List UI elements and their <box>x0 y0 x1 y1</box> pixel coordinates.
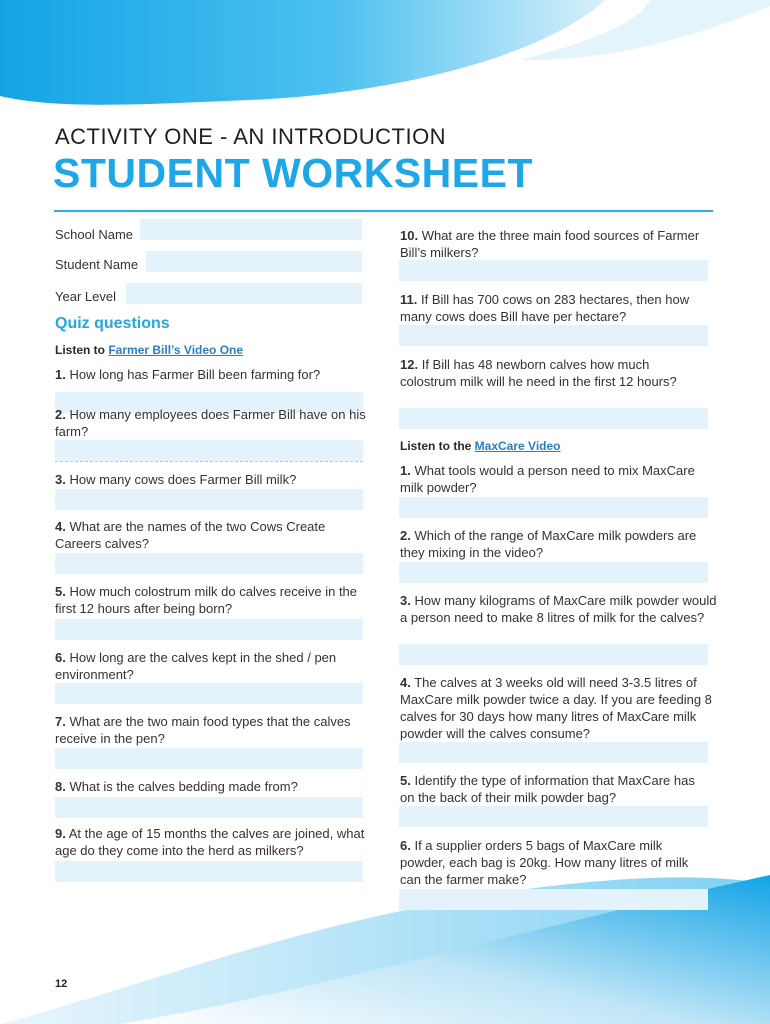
answer-box-left-5[interactable] <box>55 619 363 640</box>
answer-box-left-6[interactable] <box>55 683 363 704</box>
video-two-prefix: Listen to the <box>400 439 475 453</box>
answer-box-maxcare-1[interactable] <box>399 497 708 518</box>
question-number: 8. <box>55 779 66 794</box>
question-left-8 <box>55 778 365 795</box>
question-left-5 <box>55 583 365 617</box>
question-number: 12. <box>400 357 419 372</box>
answer-box-left-2[interactable] <box>55 440 363 461</box>
question-number: 4. <box>55 519 66 534</box>
question-left-1 <box>55 366 365 383</box>
activity-subtitle: ACTIVITY ONE - AN INTRODUCTION <box>55 124 447 149</box>
video-one-prefix: Listen to <box>55 343 109 357</box>
question-text: What tools would a person need to mix MaxCare milk powder? <box>400 463 695 495</box>
answer-underline <box>55 461 363 462</box>
question-number: 5. <box>400 773 411 788</box>
question-text: Identify the type of information that MaxCare has on the back of their milk powder bag? <box>400 773 695 805</box>
question-number: 9. <box>55 826 66 841</box>
answer-box-left-3[interactable] <box>55 489 363 510</box>
question-number: 4. <box>400 675 411 690</box>
question-number: 5. <box>55 584 66 599</box>
answer-box-maxcare-5[interactable] <box>399 806 708 827</box>
question-number: 1. <box>400 463 411 478</box>
question-number: 6. <box>55 650 66 665</box>
answer-box-right-12[interactable] <box>399 408 708 429</box>
question-text: How much colostrum milk do calves receive in the first 12 hours after being born? <box>55 584 358 616</box>
question-left-6 <box>55 649 365 683</box>
answer-box-maxcare-3[interactable] <box>399 644 708 665</box>
farmer-bill-video-link[interactable]: Farmer Bill’s Video One <box>108 343 244 357</box>
answer-box-left-4[interactable] <box>55 553 363 574</box>
answer-box-right-10[interactable] <box>399 260 708 281</box>
question-number: 2. <box>55 407 66 422</box>
answer-box-maxcare-6[interactable] <box>399 889 708 910</box>
quiz-questions-heading: Quiz questions <box>55 315 170 332</box>
question-text: If Bill has 700 cows on 283 hectares, then how many cows does Bill have per hectare? <box>400 292 690 324</box>
school-name-field[interactable] <box>140 219 362 240</box>
answer-box-maxcare-4[interactable] <box>399 742 708 763</box>
question-text: What are the three main food sources of Farmer Bill’s milkers? <box>400 228 700 260</box>
question-left-9 <box>55 825 373 859</box>
title-divider <box>54 210 713 212</box>
year-level-label: Year Level <box>55 289 116 304</box>
question-text: What are the names of the two Cows Create Careers calves? <box>55 519 326 551</box>
question-text: What are the two main food types that the calves receive in the pen? <box>55 714 351 746</box>
answer-box-left-7[interactable] <box>55 748 363 769</box>
question-number: 3. <box>400 593 411 608</box>
question-maxcare-5 <box>400 772 710 806</box>
question-text: What is the calves bedding made from? <box>69 779 298 794</box>
question-text: Which of the range of MaxCare milk powders are they mixing in the video? <box>400 528 697 560</box>
question-number: 6. <box>400 838 411 853</box>
video-one-instruction <box>55 343 243 357</box>
question-left-2 <box>55 406 367 440</box>
year-level-field[interactable] <box>126 283 362 304</box>
question-text: How many cows does Farmer Bill milk? <box>69 472 297 487</box>
maxcare-video-link[interactable]: MaxCare Video <box>474 439 561 453</box>
question-maxcare-3 <box>400 592 718 626</box>
question-text: How many employees does Farmer Bill have on his farm? <box>55 407 366 439</box>
question-text: How long are the calves kept in the shed / pen environment? <box>55 650 337 682</box>
question-text: The calves at 3 weeks old will need 3-3.5 litres of MaxCare milk powder twice a day. If you are feeding 8 calves for 30 days how many litres of MaxCare milk powder will the calves consume? <box>400 675 712 741</box>
answer-box-maxcare-2[interactable] <box>399 562 708 583</box>
question-left-4 <box>55 518 365 552</box>
school-name-label: School Name <box>55 227 134 242</box>
answer-box-left-8[interactable] <box>55 797 363 818</box>
question-left-7 <box>55 713 355 747</box>
question-maxcare-4 <box>400 674 718 742</box>
answer-box-left-9[interactable] <box>55 861 363 882</box>
student-name-field[interactable] <box>146 251 362 272</box>
question-text: At the age of 15 months the calves are joined, what age do they come into the herd as milkers? <box>55 826 365 858</box>
question-number: 10. <box>400 228 419 243</box>
question-number: 3. <box>55 472 66 487</box>
video-two-instruction <box>400 439 561 453</box>
worksheet-title: STUDENT WORKSHEET <box>53 150 533 196</box>
question-maxcare-6 <box>400 837 710 888</box>
answer-box-right-11[interactable] <box>399 325 708 346</box>
question-maxcare-2 <box>400 527 700 561</box>
question-text: How long has Farmer Bill been farming for? <box>69 367 321 382</box>
question-right-11 <box>400 291 712 325</box>
question-text: If a supplier orders 5 bags of MaxCare milk powder, each bag is 20kg. How many litres of milk can the farmer make? <box>400 838 689 887</box>
question-left-3 <box>55 471 365 488</box>
question-number: 1. <box>55 367 66 382</box>
question-number: 11. <box>400 292 418 307</box>
question-right-10 <box>400 227 700 261</box>
question-maxcare-1 <box>400 462 718 496</box>
student-name-label: Student Name <box>55 257 139 272</box>
question-text: How many kilograms of MaxCare milk powder would a person need to make 8 litres of milk for the calves? <box>400 593 717 625</box>
question-number: 7. <box>55 714 66 729</box>
page-number: 12 <box>55 978 68 990</box>
question-right-12 <box>400 356 690 390</box>
question-text: If Bill has 48 newborn calves how much colostrum milk will he need in the first 12 hours? <box>400 357 677 389</box>
question-number: 2. <box>400 528 411 543</box>
